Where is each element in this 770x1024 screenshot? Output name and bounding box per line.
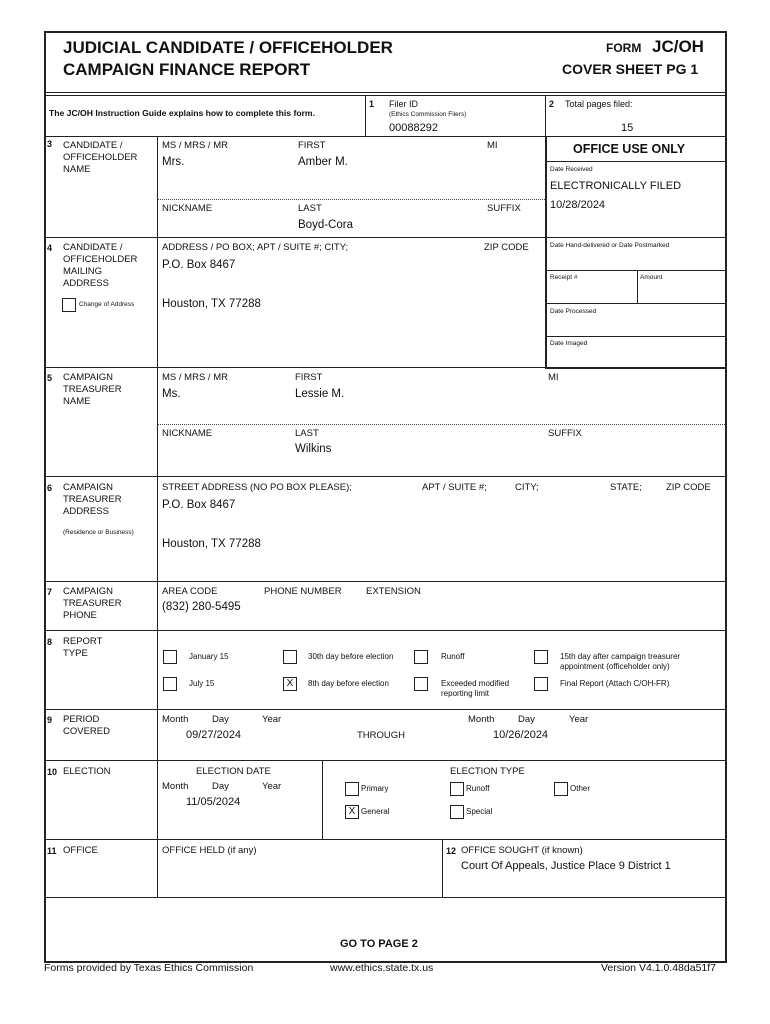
report-8th-label: 8th day before election: [308, 679, 389, 688]
filed-date: 10/28/2024: [550, 199, 606, 211]
election-date-value: 11/05/2024: [186, 796, 241, 808]
period-from-month-label: Month: [162, 714, 189, 725]
sec5-label-3: NAME: [63, 396, 91, 407]
sec4-num: 4: [47, 243, 53, 253]
sec8-label-2: TYPE: [63, 648, 88, 659]
treas-last-value: Wilkins: [295, 443, 332, 455]
sec4-label-1: CANDIDATE /: [63, 242, 123, 253]
sec3-label-2: OFFICEHOLDER: [63, 152, 138, 163]
election-general-checkbox[interactable]: X: [345, 805, 359, 819]
report-15th-checkbox[interactable]: [534, 650, 548, 664]
cand-prefix-label: MS / MRS / MR: [162, 140, 228, 151]
sec6-note: (Residence or Business): [63, 529, 134, 536]
extension-label: EXTENSION: [366, 586, 421, 597]
treas-state-label: STATE;: [610, 482, 642, 493]
cand-prefix-value: Mrs.: [162, 156, 185, 168]
report-exceeded-checkbox[interactable]: [414, 677, 428, 691]
treas-first-label: FIRST: [295, 372, 323, 383]
treas-mi-label: MI: [548, 372, 559, 383]
period-from-day-label: Day: [212, 714, 229, 725]
sec3-num: 3: [47, 139, 53, 149]
sec3-label-3: NAME: [63, 164, 91, 175]
treas-zip-label: ZIP CODE: [666, 482, 711, 493]
sec8-label-1: REPORT: [63, 636, 103, 647]
report-30th-label: 30th day before election: [308, 652, 394, 661]
footer-provider: Forms provided by Texas Ethics Commission: [44, 962, 254, 974]
sec8-num: 8: [47, 637, 53, 647]
election-month-label: Month: [162, 781, 189, 792]
office-use-title: OFFICE USE ONLY: [573, 142, 686, 156]
sec11-label: OFFICE: [63, 845, 98, 856]
sec7-num: 7: [47, 587, 53, 597]
election-type-title: ELECTION TYPE: [450, 766, 525, 777]
report-runoff-checkbox[interactable]: [414, 650, 428, 664]
change-of-address-checkbox[interactable]: [62, 298, 76, 312]
election-date-title: ELECTION DATE: [196, 766, 271, 777]
report-january-checkbox[interactable]: [163, 650, 177, 664]
treas-last-label: LAST: [295, 428, 319, 439]
sec10-num: 10: [47, 767, 58, 777]
treas-city-label: CITY;: [515, 482, 539, 493]
treas-address-line2: Houston, TX 77288: [162, 538, 261, 550]
report-15th-label: 15th day after campaign treasurer: [560, 652, 681, 661]
instruction-text: The JC/OH Instruction Guide explains how to complete this form.: [49, 108, 315, 118]
period-to-day-label: Day: [518, 714, 535, 725]
report-exceeded-label: Exceeded modified: [441, 679, 510, 688]
cover-sheet-label: COVER SHEET PG 1: [562, 61, 699, 77]
hand-delivered-label: Date Hand-delivered or Date Postmarked: [550, 242, 670, 249]
election-primary-checkbox[interactable]: [345, 782, 359, 796]
office-sought-label: OFFICE SOUGHT (if known): [461, 845, 583, 856]
receipt-label: Receipt #: [550, 274, 578, 281]
date-imaged-label: Date Imaged: [550, 340, 588, 347]
cand-zip-label: ZIP CODE: [484, 242, 529, 253]
total-pages-num: 2: [549, 99, 555, 109]
sec5-label-1: CAMPAIGN: [63, 372, 113, 383]
sec6-label-2: TREASURER: [63, 494, 122, 505]
period-from-value: 09/27/2024: [186, 729, 242, 741]
election-day-label: Day: [212, 781, 229, 792]
cand-nickname-label: NICKNAME: [162, 203, 213, 214]
election-runoff-checkbox[interactable]: [450, 782, 464, 796]
sec6-label-3: ADDRESS: [63, 506, 109, 517]
filer-id-sublabel: (Ethics Commission Filers): [389, 111, 467, 118]
form-title-line1: JUDICIAL CANDIDATE / OFFICEHOLDER: [63, 38, 393, 57]
sec7-label-2: TREASURER: [63, 598, 122, 609]
go-to-page-2: GO TO PAGE 2: [340, 938, 418, 950]
period-to-value: 10/26/2024: [493, 729, 549, 741]
phone-value: (832) 280-5495: [162, 601, 241, 613]
cand-last-label: LAST: [298, 203, 322, 214]
cand-address-field-label: ADDRESS / PO BOX; APT / SUITE #; CITY;: [162, 242, 349, 253]
sec4-label-2: OFFICEHOLDER: [63, 254, 138, 265]
form-prefix: FORM: [606, 41, 642, 55]
amount-label: Amount: [640, 274, 663, 281]
office-held-label: OFFICE HELD (if any): [162, 845, 257, 856]
cand-last-value: Boyd-Cora: [298, 219, 353, 231]
sec11-num: 11: [47, 846, 57, 856]
treas-suffix-label: SUFFIX: [548, 428, 582, 439]
sec6-num: 6: [47, 483, 53, 493]
sec4-label-4: ADDRESS: [63, 278, 109, 289]
sec6-label-1: CAMPAIGN: [63, 482, 113, 493]
period-to-month-label: Month: [468, 714, 495, 725]
sec5-num: 5: [47, 373, 53, 383]
election-primary-label: Primary: [361, 784, 389, 793]
sec7-label-3: PHONE: [63, 610, 97, 621]
report-final-checkbox[interactable]: [534, 677, 548, 691]
cand-mi-label: MI: [487, 140, 498, 151]
sec10-label: ELECTION: [63, 766, 111, 777]
sec9-label-1: PERIOD: [63, 714, 100, 725]
election-other-label: Other: [570, 784, 591, 793]
phone-number-label: PHONE NUMBER: [264, 586, 342, 597]
sec3-label-1: CANDIDATE /: [63, 140, 123, 151]
report-8th-checkbox[interactable]: X: [283, 677, 297, 691]
date-received-label: Date Received: [550, 166, 593, 173]
election-runoff-label: Runoff: [466, 784, 490, 793]
report-30th-checkbox[interactable]: [283, 650, 297, 664]
date-processed-label: Date Processed: [550, 308, 597, 315]
cand-address-line1: P.O. Box 8467: [162, 259, 236, 271]
filer-id-num: 1: [369, 99, 375, 109]
election-other-checkbox[interactable]: [554, 782, 568, 796]
period-through-label: THROUGH: [357, 730, 406, 741]
period-from-year-label: Year: [262, 714, 282, 725]
treas-apt-label: APT / SUITE #;: [422, 482, 487, 493]
form-title-line2: CAMPAIGN FINANCE REPORT: [63, 60, 311, 79]
sec9-num: 9: [47, 715, 53, 725]
election-special-checkbox[interactable]: [450, 805, 464, 819]
footer-url: www.ethics.state.tx.us: [330, 962, 434, 974]
sec12-num: 12: [446, 846, 457, 856]
sec5-label-2: TREASURER: [63, 384, 122, 395]
change-of-address-label: Change of Address: [79, 301, 135, 308]
report-runoff-label: Runoff: [441, 652, 465, 661]
sec9-label-2: COVERED: [63, 726, 110, 737]
treas-prefix-label: MS / MRS / MR: [162, 372, 228, 383]
report-july-label: July 15: [189, 679, 215, 688]
total-pages-label: Total pages filed:: [565, 99, 633, 109]
report-exceeded-label2: reporting limit: [441, 689, 490, 698]
footer-version: Version V4.1.0.48da51f7: [601, 962, 717, 974]
report-july-checkbox[interactable]: [163, 677, 177, 691]
election-year-label: Year: [262, 781, 282, 792]
cand-suffix-label: SUFFIX: [487, 203, 521, 214]
cand-first-value: Amber M.: [298, 156, 348, 168]
total-pages-value: 15: [621, 122, 634, 134]
filer-id-label: Filer ID: [389, 99, 418, 109]
office-sought-value: Court Of Appeals, Justice Place 9 District 1: [461, 860, 671, 872]
treas-prefix-value: Ms.: [162, 388, 181, 400]
report-15th-label2: appointment (officeholder only): [560, 662, 670, 671]
sec4-label-3: MAILING: [63, 266, 103, 277]
treas-first-value: Lessie M.: [295, 388, 345, 400]
period-to-year-label: Year: [569, 714, 589, 725]
cand-first-label: FIRST: [298, 140, 326, 151]
election-general-label: General: [361, 807, 390, 816]
report-final-label: Final Report (Attach C/OH-FR): [560, 679, 670, 688]
treas-nickname-label: NICKNAME: [162, 428, 213, 439]
filed-status: ELECTRONICALLY FILED: [550, 180, 682, 192]
sec7-label-1: CAMPAIGN: [63, 586, 113, 597]
filer-id-value: 00088292: [389, 122, 438, 134]
cand-address-line2: Houston, TX 77288: [162, 298, 261, 310]
form-code: JC/OH: [652, 37, 704, 56]
treas-street-label: STREET ADDRESS (NO PO BOX PLEASE);: [162, 482, 352, 493]
treas-address-line1: P.O. Box 8467: [162, 499, 236, 511]
election-special-label: Special: [466, 807, 493, 816]
report-january-label: January 15: [189, 652, 229, 661]
area-code-label: AREA CODE: [162, 586, 218, 597]
